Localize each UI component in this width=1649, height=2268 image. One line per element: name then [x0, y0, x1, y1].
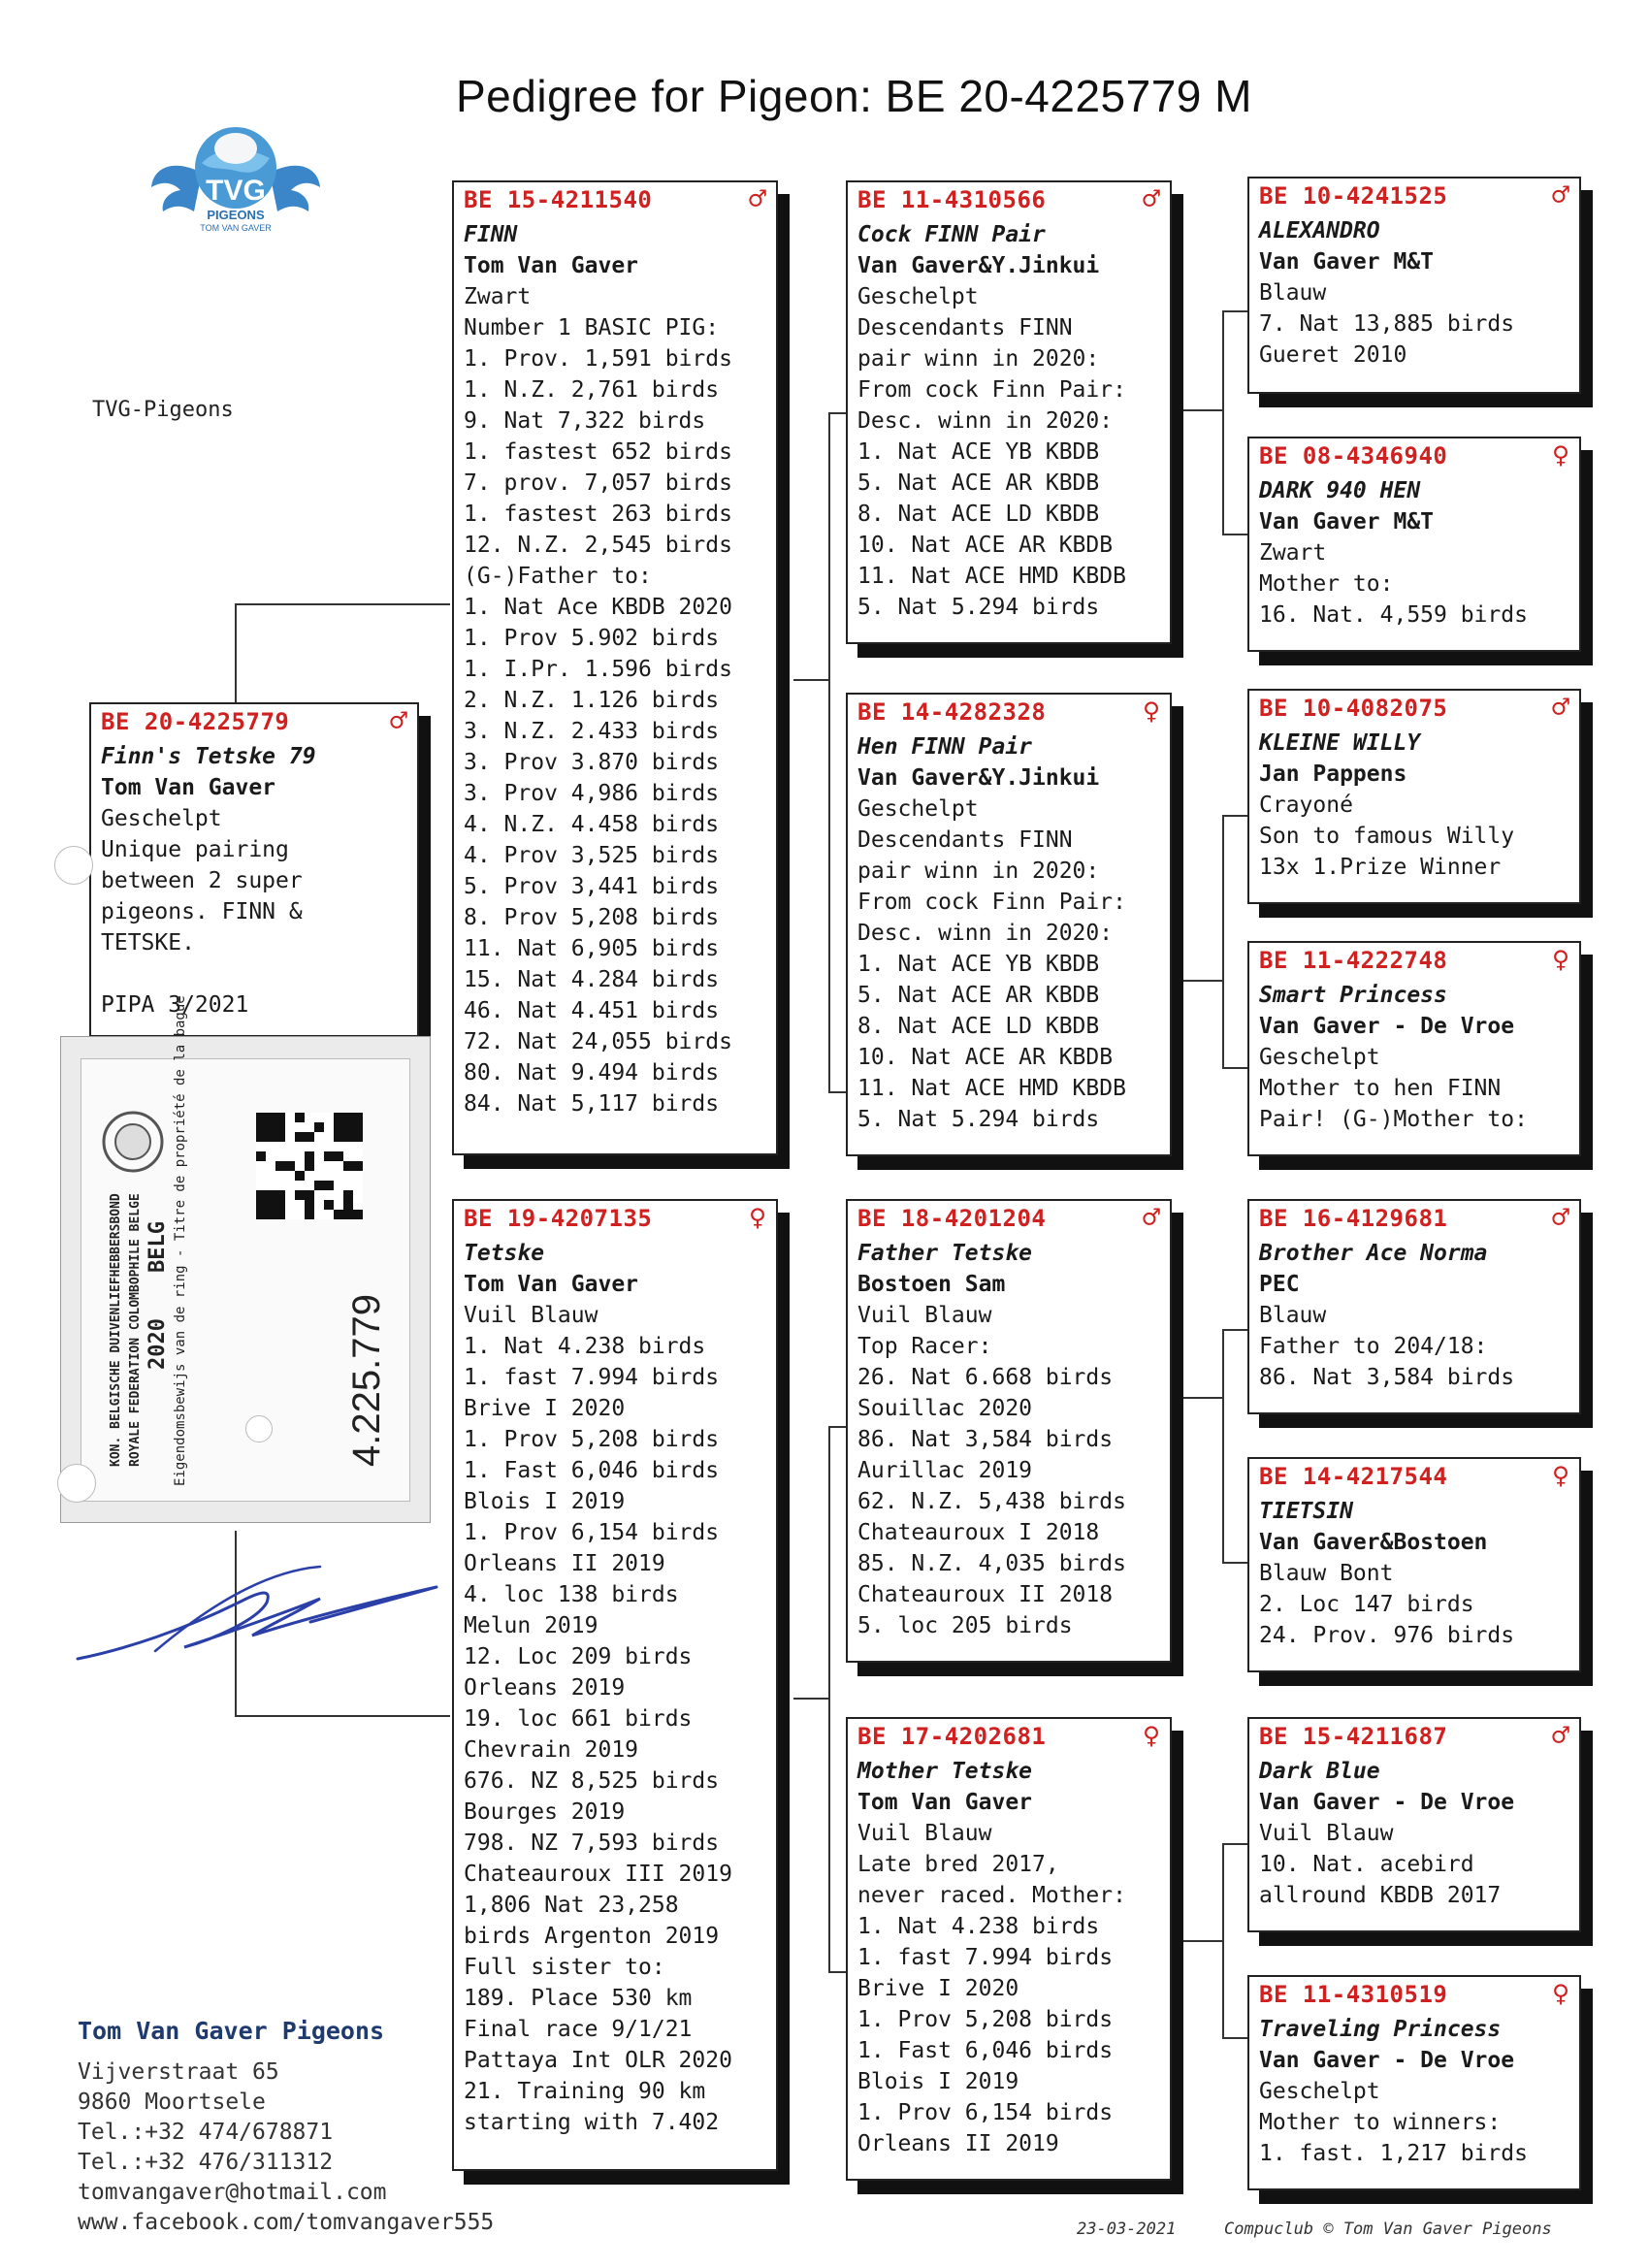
card-line: allround KBDB 2017	[1259, 1883, 1502, 1908]
card-line: Unique pairing	[101, 837, 289, 862]
card-line: Descendants FINN	[857, 827, 1073, 853]
contact-email[interactable]: tomvangaver@hotmail.com	[78, 2180, 387, 2205]
connector	[828, 1426, 848, 1428]
svg-text:PIGEONS: PIGEONS	[207, 208, 265, 222]
connector	[1222, 310, 1249, 312]
card-line: 72. Nat 24,055 birds	[464, 1029, 732, 1054]
card-line: 8. Nat ACE LD KBDB	[857, 502, 1100, 527]
breeder-name: Van Gaver M&T	[1259, 249, 1435, 275]
connector	[793, 679, 828, 681]
card-dam-sire	[846, 1199, 1172, 1663]
ring-header	[1259, 180, 1569, 211]
contact-name: Tom Van Gaver Pigeons	[78, 2017, 385, 2045]
ring-header	[464, 184, 766, 215]
connector	[1176, 1940, 1222, 1942]
card-line: 10. Nat ACE AR KBDB	[857, 1045, 1114, 1070]
card-dsd	[1247, 1457, 1581, 1672]
card-line: Brive I 2020	[464, 1396, 626, 1421]
card-line: 1. Fast 6,046 birds	[857, 2038, 1114, 2063]
card-line: Orleans II 2019	[464, 1551, 665, 1576]
card-line: 1. Prov 5,208 birds	[857, 2007, 1114, 2032]
sex-icon: ♂	[389, 704, 407, 738]
card-line: 85. N.Z. 4,035 birds	[857, 1551, 1126, 1576]
ring-header	[857, 1203, 1160, 1234]
card-line: Number 1 BASIC PIG:	[464, 315, 720, 340]
card-line: 1. fast 7.994 birds	[857, 1945, 1114, 1970]
connector	[828, 412, 830, 1091]
card-line: 3. N.Z. 2.433 birds	[464, 719, 720, 744]
card-line: between 2 super	[101, 868, 303, 893]
punch-hole	[54, 846, 93, 885]
pigeon-name: Tetske	[464, 1241, 545, 1266]
card-line: 11. Nat ACE HMD KBDB	[857, 564, 1126, 589]
card-subject	[89, 702, 419, 1037]
card-line: Vuil Blauw	[464, 1303, 598, 1328]
card-line: 86. Nat 3,584 birds	[857, 1427, 1114, 1452]
connector	[1222, 1843, 1224, 2037]
svg-text:TOM VAN GAVER: TOM VAN GAVER	[200, 223, 272, 233]
card-line: 80. Nat 9.494 birds	[464, 1060, 720, 1085]
card-line: 11. Nat ACE HMD KBDB	[857, 1076, 1126, 1101]
pigeon-name: Brother Ace Norma	[1259, 1241, 1488, 1266]
card-line: 5. Prov 3,441 birds	[464, 874, 720, 899]
card-ddd	[1247, 1975, 1581, 2190]
card-line: Souillac 2020	[857, 1396, 1033, 1421]
ring-number: BE 20-4225779	[101, 708, 290, 735]
card-line	[101, 958, 407, 989]
pigeon-name: Finn's Tetske 79	[101, 744, 316, 769]
card-line: 2. N.Z. 1.126 birds	[464, 688, 720, 713]
ring-number: BE 16-4129681	[1259, 1205, 1448, 1232]
card-line: 5. loc 205 birds	[857, 1613, 1073, 1638]
card-line: Melun 2019	[464, 1613, 598, 1638]
card-line: 10. Nat. acebird	[1259, 1852, 1474, 1877]
breeder-name: Tom Van Gaver	[464, 1272, 639, 1297]
card-line: 86. Nat 3,584 birds	[1259, 1365, 1515, 1390]
pigeon-name: Traveling Princess	[1259, 2017, 1502, 2042]
card-dam-dam	[846, 1717, 1172, 2181]
ring-header	[857, 697, 1160, 728]
card-line: 84. Nat 5,117 birds	[464, 1091, 720, 1117]
ring-header	[1259, 945, 1569, 976]
pigeon-name: Smart Princess	[1259, 983, 1447, 1008]
card-line: Pair! (G-)Mother to:	[1259, 1107, 1528, 1132]
card-line: 24. Prov. 976 birds	[1259, 1623, 1515, 1648]
connector	[1222, 1843, 1249, 1845]
card-dss	[1247, 1199, 1581, 1414]
sex-icon: ♀	[1551, 1459, 1569, 1493]
card-line: 19. loc 661 birds	[464, 1706, 693, 1732]
card-line: 7. Nat 13,885 birds	[1259, 311, 1515, 337]
card-line: 676. NZ 8,525 birds	[464, 1768, 720, 1794]
breeder-name: Van Gaver - De Vroe	[1259, 2048, 1515, 2073]
sex-icon: ♂	[1142, 182, 1160, 216]
breeder-name: Bostoen Sam	[857, 1272, 1006, 1297]
ring-number: BE 15-4211687	[1259, 1723, 1448, 1750]
connector	[828, 1426, 830, 1971]
card-dam	[452, 1199, 778, 2171]
card-line: 5. Nat 5.294 birds	[857, 1107, 1100, 1132]
ring-header	[1259, 440, 1569, 471]
punch-hole	[245, 1415, 273, 1442]
breeder-name: Van Gaver M&T	[1259, 509, 1435, 535]
card-sire-dam	[846, 693, 1172, 1156]
card-line: PIPA 3/2021	[101, 992, 249, 1018]
sex-icon: ♂	[1551, 1719, 1569, 1753]
card-line: Chateauroux III 2019	[464, 1862, 732, 1887]
card-line: 21. Training 90 km	[464, 2079, 706, 2104]
card-sire-sire	[846, 180, 1172, 644]
card-line: Vuil Blauw	[857, 1303, 992, 1328]
ring-header	[1259, 1979, 1569, 2010]
ring-header	[857, 184, 1160, 215]
card-line: 1. Nat 4.238 birds	[464, 1334, 706, 1359]
pigeon-name: KLEINE WILLY	[1259, 730, 1421, 756]
card-line: 1. fast. 1,217 birds	[1259, 2141, 1528, 2166]
card-line: 1. fast 7.994 birds	[464, 1365, 720, 1390]
card-line: pigeons. FINN &	[101, 899, 303, 924]
card-line: 12. N.Z. 2,545 birds	[464, 533, 732, 558]
card-line: Mother to:	[1259, 571, 1394, 597]
card-line: Blois I 2019	[857, 2069, 1019, 2094]
ring-number: BE 08-4346940	[1259, 442, 1448, 470]
connector	[793, 1698, 828, 1700]
pigeon-name: Father Tetske	[857, 1241, 1033, 1266]
breeder-name: Van Gaver&Y.Jinkui	[857, 253, 1100, 278]
card-line: 11. Nat 6,905 birds	[464, 936, 720, 961]
card-line: 7. prov. 7,057 birds	[464, 470, 732, 496]
card-line: Pattaya Int OLR 2020	[464, 2048, 732, 2073]
card-line: Blauw	[1259, 280, 1327, 306]
svg-text:TVG: TVG	[206, 175, 266, 207]
card-line: 5. Nat 5.294 birds	[857, 595, 1100, 620]
ring-number: BE 10-4241525	[1259, 182, 1448, 210]
connector	[828, 1091, 848, 1093]
sex-icon: ♂	[1551, 1201, 1569, 1235]
card-line: Geschelpt	[857, 284, 979, 309]
card-line: Vuil Blauw	[1259, 1821, 1394, 1846]
card-line: Geschelpt	[1259, 2079, 1380, 2104]
card-dds	[1247, 1717, 1581, 1932]
card-line: From cock Finn Pair:	[857, 377, 1126, 403]
pigeon-name: TIETSIN	[1259, 1499, 1353, 1524]
card-line: 189. Place 530 km	[464, 1986, 693, 2011]
card-line: 1. fastest 263 birds	[464, 502, 732, 527]
card-sdd	[1247, 941, 1581, 1156]
tvg-logo	[144, 114, 328, 241]
connector	[1222, 310, 1224, 534]
ring-header	[857, 1721, 1160, 1752]
card-line: Final race 9/1/21	[464, 2017, 693, 2042]
card-line: Geschelpt	[1259, 1045, 1380, 1070]
card-line: Desc. winn in 2020:	[857, 921, 1114, 946]
card-line: 1,806 Nat 23,258	[464, 1893, 679, 1918]
card-line: Desc. winn in 2020:	[857, 408, 1114, 434]
card-line: 62. N.Z. 5,438 birds	[857, 1489, 1126, 1514]
sex-icon: ♂	[1551, 691, 1569, 725]
pigeon-name: Dark Blue	[1259, 1759, 1380, 1784]
card-line: Mother to hen FINN	[1259, 1076, 1502, 1101]
card-line: 1. Prov 5,208 birds	[464, 1427, 720, 1452]
ring-number: BE 11-4310519	[1259, 1981, 1448, 2008]
card-line: Orleans 2019	[464, 1675, 626, 1701]
card-line: 798. NZ 7,593 birds	[464, 1831, 720, 1856]
card-line: Aurillac 2019	[857, 1458, 1033, 1483]
card-line: 13x 1.Prize Winner	[1259, 855, 1502, 880]
card-line: Vuil Blauw	[857, 1821, 992, 1846]
pigeon-name: DARK 940 HEN	[1259, 478, 1421, 503]
card-line: 8. Prov 5,208 birds	[464, 905, 720, 930]
ring-header	[1259, 1461, 1569, 1492]
card-line: Late bred 2017,	[857, 1852, 1059, 1877]
contact-tel-2: Tel.:+32 476/311312	[78, 2150, 334, 2175]
contact-city: 9860 Moortsele	[78, 2090, 266, 2115]
card-line: 1. Nat 4.238 birds	[857, 1914, 1100, 1939]
breeder-name: Tom Van Gaver	[464, 253, 639, 278]
card-line: 16. Nat. 4,559 birds	[1259, 602, 1528, 628]
breeder-name: PEC	[1259, 1272, 1300, 1297]
card-line: 1. fastest 652 birds	[464, 439, 732, 465]
card-sds	[1247, 689, 1581, 904]
contact-tel-1: Tel.:+32 474/678871	[78, 2120, 334, 2145]
sex-icon: ♂	[1142, 1201, 1160, 1235]
federation-emblem-icon	[99, 1108, 167, 1176]
card-line: 4. N.Z. 4.458 birds	[464, 812, 720, 837]
ring-number: BE 10-4082075	[1259, 695, 1448, 722]
card-line: Zwart	[464, 284, 532, 309]
footer-date: 23-03-2021	[1077, 2219, 1177, 2239]
card-line: 1. Nat ACE YB KBDB	[857, 952, 1100, 977]
card-line: 1. Nat ACE YB KBDB	[857, 439, 1100, 465]
card-line: 1. Nat Ace KBDB 2020	[464, 595, 732, 620]
card-line: TETSKE.	[101, 930, 195, 956]
card-line: 1. Fast 6,046 birds	[464, 1458, 720, 1483]
signature	[68, 1542, 475, 1688]
card-line: never raced. Mother:	[857, 1883, 1126, 1908]
breeder-name: Van Gaver - De Vroe	[1259, 1014, 1515, 1039]
contact-address: Vijverstraat 65	[78, 2059, 279, 2085]
ring-number: BE 17-4202681	[857, 1723, 1047, 1750]
punch-hole	[57, 1464, 96, 1503]
card-line: 46. Nat 4.451 birds	[464, 998, 720, 1023]
contact-web[interactable]: www.facebook.com/tomvangaver555	[78, 2210, 495, 2235]
pigeon-name: FINN	[464, 222, 518, 247]
pigeon-name: Hen FINN Pair	[857, 734, 1033, 760]
card-line: 1. N.Z. 2,761 birds	[464, 377, 720, 403]
ring-header	[101, 706, 407, 737]
breeder-name: Van Gaver&Bostoen	[1259, 1530, 1488, 1555]
card-line: 2. Loc 147 birds	[1259, 1592, 1474, 1617]
card-line: Bourges 2019	[464, 1799, 626, 1825]
card-line: 26. Nat 6.668 birds	[857, 1365, 1114, 1390]
connector	[1176, 1397, 1222, 1399]
card-line: starting with 7.402	[464, 2110, 720, 2135]
footer-copyright: Compuclub © Tom Van Gaver Pigeons	[1224, 2219, 1552, 2239]
pigeon-name: Mother Tetske	[857, 1759, 1033, 1784]
card-line: Orleans II 2019	[857, 2131, 1059, 2156]
card-sire	[452, 180, 778, 1155]
card-line: 1. Prov. 1,591 birds	[464, 346, 732, 372]
connector	[1176, 980, 1222, 982]
ring-number: BE 18-4201204	[857, 1205, 1047, 1232]
connector	[1176, 409, 1222, 411]
connector	[1222, 815, 1249, 817]
card-line: Chevrain 2019	[464, 1737, 639, 1763]
breeder-name: Jan Pappens	[1259, 761, 1407, 787]
ring-header	[1259, 1721, 1569, 1752]
federation-line-1: KON. BELGISCHE DUIVENLIEFHEBBERSBOND	[109, 1193, 123, 1467]
card-line: 5. Nat ACE AR KBDB	[857, 470, 1100, 496]
card-line: Descendants FINN	[857, 315, 1073, 340]
connector	[1222, 815, 1224, 1067]
sex-icon: ♂	[748, 182, 766, 216]
card-line: 9. Nat 7,322 birds	[464, 408, 706, 434]
sex-icon: ♀	[1551, 943, 1569, 977]
ring-number: BE 11-4310566	[857, 186, 1047, 213]
card-line: 1. Prov 6,154 birds	[464, 1520, 720, 1545]
pigeon-name: Cock FINN Pair	[857, 222, 1046, 247]
connector	[1222, 534, 1249, 535]
breeder-name: Tom Van Gaver	[857, 1790, 1033, 1815]
card-line: (G-)Father to:	[464, 564, 652, 589]
ring-number: 4.225.779	[345, 1294, 388, 1467]
connector	[1222, 1329, 1249, 1331]
ring-header	[1259, 693, 1569, 724]
connector	[235, 1715, 450, 1717]
card-line: Blauw Bont	[1259, 1561, 1394, 1586]
card-ssd	[1247, 437, 1581, 652]
connector	[828, 412, 848, 414]
sex-icon: ♂	[1551, 178, 1569, 212]
card-line: Top Racer:	[857, 1334, 992, 1359]
card-line: 1. I.Pr. 1.596 birds	[464, 657, 732, 682]
qr-code-icon	[256, 1113, 363, 1219]
card-line: Father to 204/18:	[1259, 1334, 1488, 1359]
card-line: 4. Prov 3,525 birds	[464, 843, 720, 868]
sex-icon: ♀	[748, 1201, 766, 1235]
breeder-name: Van Gaver - De Vroe	[1259, 1790, 1515, 1815]
ring-number: BE 14-4217544	[1259, 1463, 1448, 1490]
connector	[828, 1971, 848, 1973]
card-line: Gueret 2010	[1259, 342, 1407, 368]
sex-icon: ♀	[1551, 438, 1569, 472]
sex-icon: ♀	[1142, 1719, 1160, 1753]
connector	[1222, 1329, 1224, 1562]
card-line: Chateauroux I 2018	[857, 1520, 1100, 1545]
card-line: 4. loc 138 birds	[464, 1582, 679, 1607]
card-line: Full sister to:	[464, 1955, 665, 1980]
card-line: 10. Nat ACE AR KBDB	[857, 533, 1114, 558]
pigeon-name: ALEXANDRO	[1259, 218, 1380, 243]
card-line: Geschelpt	[101, 806, 222, 831]
connector	[235, 603, 450, 605]
club-name: TVG-Pigeons	[92, 398, 234, 422]
ring-header	[464, 1203, 766, 1234]
card-line: 5. Nat ACE AR KBDB	[857, 983, 1100, 1008]
card-line: 12. Loc 209 birds	[464, 1644, 693, 1669]
card-line: pair winn in 2020:	[857, 859, 1100, 884]
ring-number: BE 19-4207135	[464, 1205, 653, 1232]
card-line: Blauw	[1259, 1303, 1327, 1328]
connector	[1222, 2037, 1249, 2039]
ring-header	[1259, 1203, 1569, 1234]
ring-year: 2020	[146, 1318, 170, 1370]
breeder-name: Van Gaver&Y.Jinkui	[857, 765, 1100, 791]
card-line: Brive I 2020	[857, 1976, 1019, 2001]
card-line: Crayoné	[1259, 793, 1353, 818]
contact-block	[78, 2016, 494, 2238]
card-line: 15. Nat 4.284 birds	[464, 967, 720, 992]
ring-country: BELG	[146, 1221, 170, 1273]
connector	[1222, 1562, 1249, 1564]
card-line: Blois I 2019	[464, 1489, 626, 1514]
breeder-name: Tom Van Gaver	[101, 775, 276, 800]
ring-number: BE 11-4222748	[1259, 947, 1448, 974]
sex-icon: ♀	[1142, 695, 1160, 729]
card-line: 3. Prov 4,986 birds	[464, 781, 720, 806]
card-line: 1. Prov 5.902 birds	[464, 626, 720, 651]
card-line: Geschelpt	[857, 796, 979, 822]
sex-icon: ♀	[1551, 1977, 1569, 2011]
ring-number: BE 14-4282328	[857, 698, 1047, 726]
card-line: Mother to winners:	[1259, 2110, 1502, 2135]
connector	[1222, 1067, 1249, 1069]
ring-number: BE 15-4211540	[464, 186, 653, 213]
card-line: Son to famous Willy	[1259, 824, 1515, 849]
card-line: 8. Nat ACE LD KBDB	[857, 1014, 1100, 1039]
page-title: Pedigree for Pigeon: BE 20-4225779 M	[456, 71, 1252, 121]
card-line: From cock Finn Pair:	[857, 890, 1126, 915]
card-line: 3. Prov 3.870 birds	[464, 750, 720, 775]
card-line: birds Argenton 2019	[464, 1924, 720, 1949]
ownership-text: Eigendomsbewijs van de ring - Titre de propriété de la bague	[173, 995, 188, 1486]
card-line: Zwart	[1259, 540, 1327, 566]
card-sss	[1247, 177, 1581, 394]
connector	[235, 603, 237, 710]
card-line: Chateauroux II 2018	[857, 1582, 1114, 1607]
card-line: 1. Prov 6,154 birds	[857, 2100, 1114, 2125]
card-line: pair winn in 2020:	[857, 346, 1100, 372]
federation-line-2: ROYALE FEDERATION COLOMBOPHILE BELGE	[128, 1193, 143, 1467]
